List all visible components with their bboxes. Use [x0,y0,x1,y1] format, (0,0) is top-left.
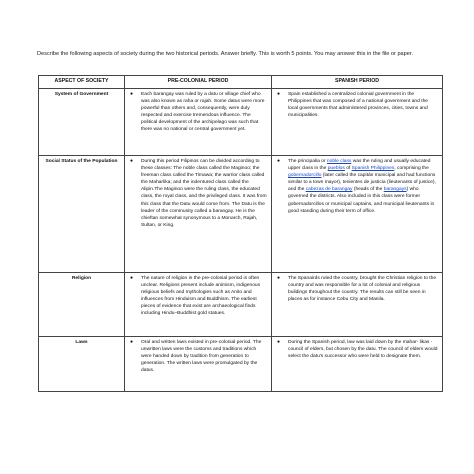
link-noble-class[interactable]: noble class [326,159,352,164]
bullet-icon: ● [130,91,134,97]
spanish-cell: ● The Spanairds ruled the country, brought the Christian religion to the country and was responsible for a lot of colonial and religious buildings throughout the country. The results can still be seen in places as for instance Cebu City and Manila. [272,273,443,337]
instructions-text: Describe the following aspects of society during the two historical periods. Answer briefly. This is worth 5 points. You may answer this in the file or paper. [37,51,414,57]
precolonial-cell: ● During this period Filipinos can be divided according to these classes: The noble class called the Maginoo; the freeman class called the Timawa; the warrior class called the Maharlika; and the indentured class called the Alipin.The Maginoo were the ruling class, the educated class, the royal class, and the privileged class. It was from this class that the Datu would come from. The Datu is the leader of the community called a barangay. He is the chieftan somewhat synonymous to a Monarch, Rajah, Sultan, or King. [125,156,272,273]
table-row [39,89,443,156]
aspect-cell: Laws [39,337,125,392]
precolonial-cell: ● Oral and written laws existed in pre-colonial period. The unwritten laws were the customs and traditions which were handed down by tradition from generation to generation. The written laws were promulgated by the datus. [125,337,272,392]
precolonial-cell: ● The nature of religion in the pre-colonial period is often unclear. Religions present include animism, indigenous religious beliefs and mythologies such as Anito and influences from Hinduism and Buddhism. The earliest pieces of evidence that exist are archaeological finds including Hindu–Buddhist gold statues. [125,273,272,337]
spanish-cell: ● Spain established a centralized colonial government in the Philippines that was composed of a national government and the local governments that administered provinces, cities, towns and municipalities. [272,89,443,156]
table-row [39,273,443,337]
bullet-icon: ● [130,339,134,345]
link-gobernadorcillo[interactable]: gobernadorcillo [288,173,322,179]
bullet-icon: ● [277,339,281,345]
society-table [38,75,443,392]
header-spanish: SPANISH PERIOD [272,76,443,89]
bullet-icon: ● [277,275,281,281]
header-precolonial: PRE-COLONIAL PERIOD [125,76,272,89]
spanish-cell: ● During the Spanish period, law was laid down by the mahar- likas -council of elders, but chosen by the datu. The council of elders would select the datu's successor who were held to designate them. [272,337,443,392]
aspect-cell: Social Status of the Population [39,156,125,273]
table-row [39,156,443,273]
bullet-icon: ● [130,275,134,281]
precolonial-cell: ● Each barangay was ruled by a datu or village chief who was also known as raha or rajah. Some datus were more powerful than others and, consequently, were duly respected and exercise tremendous influence. The political development of the archipelago was such that there was no national or central government yet. [125,89,272,156]
spanish-cell: ● The principalia or noble class was the ruling and usually educated upper class in the pueblos of Spanish Philippines, comprising the gobernadorcillo (later called the capitán municipal and had functions similar to a town mayor), tenientes de justicia (lieutenants of justice), and the cabezas de barangay (heads of the barangays) who governed the districts. Also included in this class were former gobernadorcillos or municipal captains, and municipal lieutenants in good standing during their term of office. [272,156,443,273]
link-spanish-philippines[interactable]: Spanish Philippines [351,166,395,172]
link-pueblos[interactable]: pueblos [327,166,345,172]
bullet-icon: ● [277,158,281,164]
link-barangays[interactable]: barangays [383,187,407,193]
table-row [39,337,443,392]
aspect-cell: System of Government [39,89,125,156]
header-aspect: ASPECT OF SOCIETY [39,76,125,89]
bullet-icon: ● [277,91,281,97]
bullet-icon: ● [130,158,134,164]
link-cabezas-de-barangay[interactable]: cabezas de barangay [305,187,353,193]
table-header-row [39,76,443,89]
aspect-cell: Religion [39,273,125,337]
